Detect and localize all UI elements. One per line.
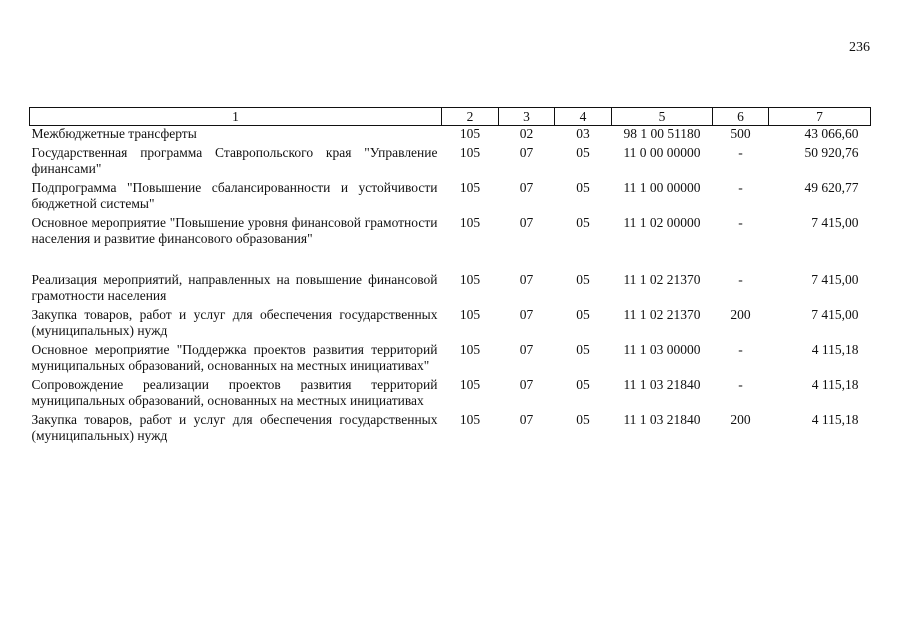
row-cell: - [738, 342, 743, 357]
row-name: Закупка товаров, работ и услуг для обеспечения государственных (муниципальных) нужд [31, 412, 438, 443]
row-cell: 105 [459, 180, 481, 195]
row-amount: 7 415,00 [811, 272, 859, 287]
row-cell: 105 [459, 215, 481, 230]
row-amount: 4 115,18 [811, 342, 859, 357]
row-cell: 200 [730, 412, 751, 427]
row-cell: 07 [519, 215, 534, 230]
row-cell: 07 [519, 342, 534, 357]
row-cell: 105 [459, 307, 481, 322]
row-cell: 11 1 02 21370 [623, 272, 701, 287]
column-header: 5 [612, 108, 713, 126]
column-header: 3 [499, 108, 555, 126]
row-name: Основное мероприятие "Поддержка проектов развития территорий муниципальных образований, основанных на местных инициативах" [31, 342, 438, 373]
table-row [30, 126, 871, 143]
row-cell: 11 1 03 00000 [623, 342, 701, 357]
table-row [30, 339, 871, 374]
row-name: Сопровождение реализации проектов развития территорий муниципальных образований, основанных на местных инициативах [31, 377, 438, 408]
row-amount: 50 920,76 [804, 145, 859, 160]
row-cell: 07 [519, 145, 534, 160]
table-row [30, 212, 871, 269]
row-cell: 500 [730, 126, 751, 141]
row-cell: 07 [519, 272, 534, 287]
row-cell: 200 [730, 307, 751, 322]
row-cell: 05 [576, 377, 590, 392]
row-cell: 05 [576, 180, 590, 195]
row-amount: 43 066,60 [804, 126, 859, 141]
row-cell: 105 [459, 126, 481, 141]
row-cell: 07 [519, 180, 534, 195]
row-amount: 7 415,00 [811, 307, 859, 322]
row-cell: 05 [576, 342, 590, 357]
row-cell: 05 [576, 215, 590, 230]
table-row [30, 304, 871, 339]
row-name: Государственная программа Ставропольского края "Управление финансами" [31, 145, 438, 176]
row-cell: 11 1 02 21370 [623, 307, 701, 322]
row-cell: 98 1 00 51180 [623, 126, 701, 141]
column-header: 1 [30, 108, 442, 126]
column-header: 7 [769, 108, 871, 126]
row-cell: 05 [576, 412, 590, 427]
row-amount: 4 115,18 [811, 412, 859, 427]
row-name: Реализация мероприятий, направленных на повышение финансовой грамотности населения [31, 272, 438, 303]
row-cell: 07 [519, 307, 534, 322]
row-cell: 05 [576, 307, 590, 322]
row-cell: 105 [459, 272, 481, 287]
row-amount: 49 620,77 [804, 180, 859, 195]
row-cell: 11 1 00 00000 [623, 180, 701, 195]
row-cell: - [738, 215, 743, 230]
row-cell: 11 1 03 21840 [623, 377, 701, 392]
row-cell: 105 [459, 342, 481, 357]
budget-table [29, 107, 871, 444]
row-cell: 11 1 02 00000 [623, 215, 701, 230]
table-row [30, 269, 871, 304]
row-cell: 11 0 00 00000 [623, 145, 701, 160]
row-amount: 7 415,00 [811, 215, 859, 230]
row-cell: 105 [459, 145, 481, 160]
row-name: Закупка товаров, работ и услуг для обеспечения государственных (муниципальных) нужд [31, 307, 438, 338]
row-cell: - [738, 377, 743, 392]
row-cell: 105 [459, 412, 481, 427]
table-row [30, 409, 871, 444]
row-name: Основное мероприятие "Повышение уровня финансовой грамотности населения и развитие финансового образования" [31, 215, 438, 246]
row-amount: 4 115,18 [811, 377, 859, 392]
row-name: Подпрограмма "Повышение сбалансированности и устойчивости бюджетной системы" [31, 180, 438, 211]
row-cell: - [738, 180, 743, 195]
row-name: Межбюджетные трансферты [31, 126, 197, 141]
table-row [30, 177, 871, 212]
column-header: 6 [713, 108, 769, 126]
row-cell: 105 [459, 377, 481, 392]
row-cell: - [738, 145, 743, 160]
row-cell: 05 [576, 145, 590, 160]
row-cell: 11 1 03 21840 [623, 412, 701, 427]
row-cell: 05 [576, 272, 590, 287]
table-row [30, 142, 871, 177]
table-header-row [30, 108, 871, 126]
table-row [30, 374, 871, 409]
row-cell: 02 [519, 126, 534, 141]
column-header: 2 [442, 108, 499, 126]
row-cell: 07 [519, 412, 534, 427]
row-cell: - [738, 272, 743, 287]
column-header: 4 [555, 108, 612, 126]
row-cell: 07 [519, 377, 534, 392]
page-number: 236 [849, 40, 870, 55]
row-cell: 03 [576, 126, 590, 141]
